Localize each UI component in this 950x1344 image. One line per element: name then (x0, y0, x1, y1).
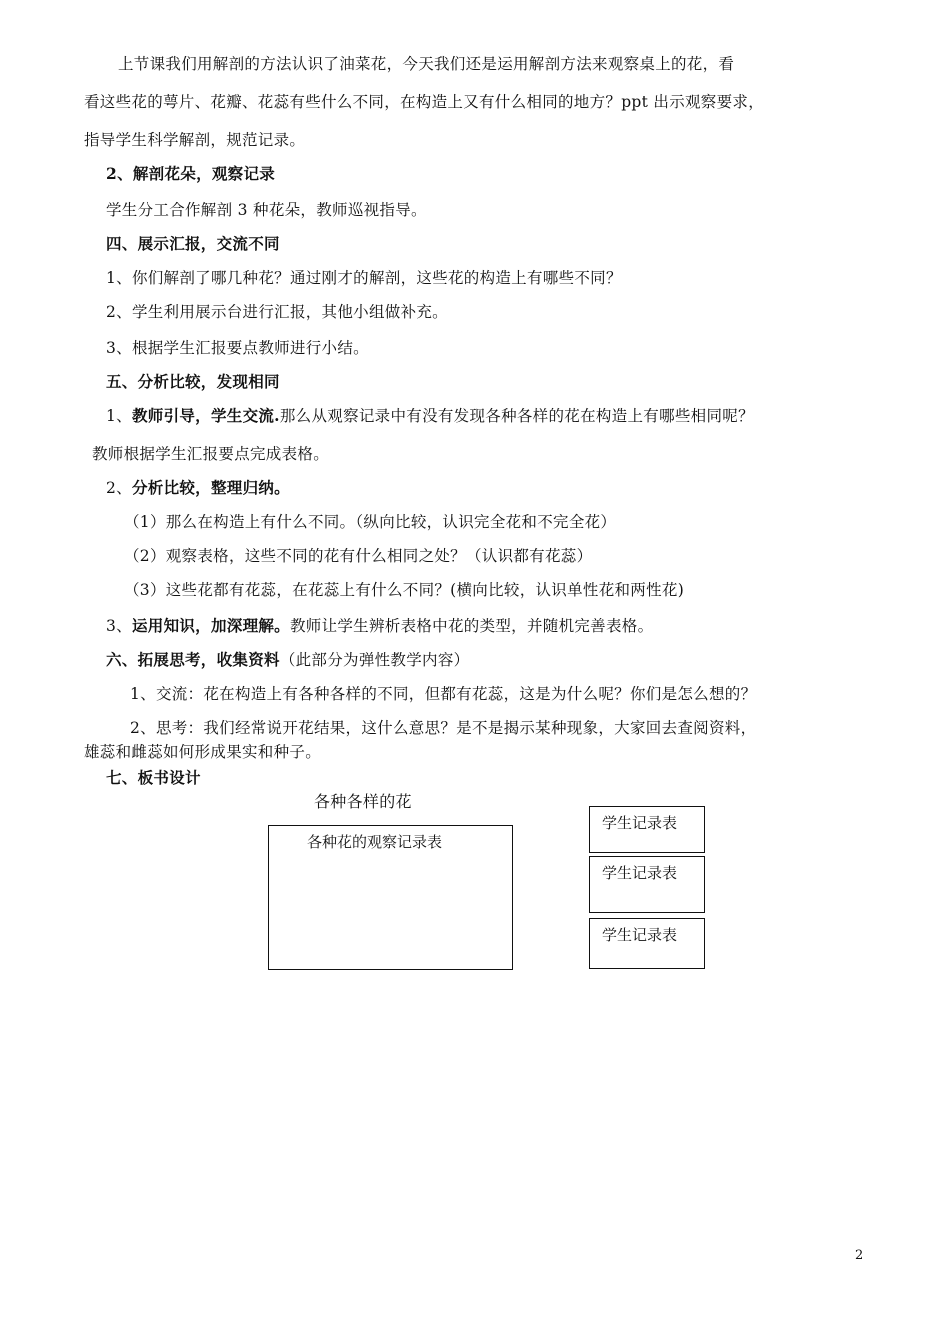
student-table-box-2 (589, 856, 705, 913)
intro-line-1: 上节课我们用解剖的方法认识了油菜花，今天我们还是运用解剖方法来观察桌上的花，看 (118, 55, 735, 73)
student-table-label-1: 学生记录表 (602, 814, 678, 832)
section5-item-1-prefix: 1、 (106, 407, 132, 425)
section5-item-2-prefix: 2、 (106, 479, 132, 497)
section5-sub-3: （3）这些花都有花蕊，在花蕊上有什么不同？(横向比较，认识单性花和两性花) (124, 581, 685, 599)
section6-heading (106, 650, 469, 670)
student-table-box-1 (589, 806, 705, 853)
section6-heading-rest: （此部分为弹性教学内容） (279, 651, 470, 669)
section6-heading-bold: 六、拓展思考，收集资料 (106, 650, 280, 669)
section5-item-3-rest: 教师让学生辨析表格中花的类型，并随机完善表格。 (289, 617, 654, 635)
section7-heading: 七、板书设计 (106, 768, 201, 787)
observation-table-label: 各种花的观察记录表 (307, 833, 443, 851)
section6-item-1: 1、交流：花在构造上有各种各样的不同，但都有花蕊，这是为什么呢？你们是怎么想的？ (130, 685, 757, 703)
section6-item-2-line-1: 2、思考：我们经常说开花结果，这什么意思？是不是揭示某种现象，大家回去查阅资料， (130, 719, 757, 737)
section5-item-1-bold: 教师引导，学生交流. (131, 406, 280, 425)
section4-item-2: 2、学生利用展示台进行汇报，其他小组做补充。 (106, 303, 448, 321)
observation-table-box (268, 825, 513, 970)
step2-heading: 2、解剖花朵，观察记录 (106, 164, 276, 183)
section5-sub-1: （1）那么在构造上有什么不同。（纵向比较，认识完全花和不完全花） (124, 513, 617, 531)
board-title: 各种各样的花 (314, 792, 412, 811)
section4-heading: 四、展示汇报，交流不同 (106, 234, 280, 253)
section5-heading: 五、分析比较，发现相同 (106, 372, 280, 391)
step2-text: 学生分工合作解剖 3 种花朵，教师巡视指导。 (106, 201, 427, 219)
student-table-label-2: 学生记录表 (602, 864, 678, 882)
section6-item-2-line-2: 雄蕊和雌蕊如何形成果实和种子。 (84, 743, 322, 761)
student-table-box-3 (589, 918, 705, 969)
section5-item-3-prefix: 3、 (106, 617, 132, 635)
section5-item-1-rest: 那么从观察记录中有没有发现各种各样的花在构造上有哪些相同呢？ (279, 407, 754, 425)
student-table-label-3: 学生记录表 (602, 926, 678, 944)
section4-item-3: 3、根据学生汇报要点教师进行小结。 (106, 339, 369, 357)
section4-item-1: 1、你们解剖了哪几种花？通过刚才的解剖，这些花的构造上有哪些不同？ (106, 269, 622, 287)
section5-item-3 (106, 616, 653, 636)
section5-item-1-line-2: 教师根据学生汇报要点完成表格。 (92, 445, 330, 463)
section5-item-1 (106, 406, 754, 426)
intro-line-3: 指导学生科学解剖，规范记录。 (84, 131, 306, 149)
section5-item-2 (106, 478, 290, 498)
section5-item-3-bold: 运用知识，加深理解。 (131, 616, 290, 635)
intro-line-2: 看这些花的萼片、花瓣、花蕊有些什么不同，在构造上又有什么相同的地方？ppt 出示观察要求， (84, 93, 765, 111)
section5-item-2-bold: 分析比较，整理归纳。 (131, 478, 290, 497)
page-number: 2 (855, 1248, 864, 1263)
section5-sub-2: （2）观察表格，这些不同的花有什么相同之处？（认识都有花蕊） (124, 547, 593, 565)
